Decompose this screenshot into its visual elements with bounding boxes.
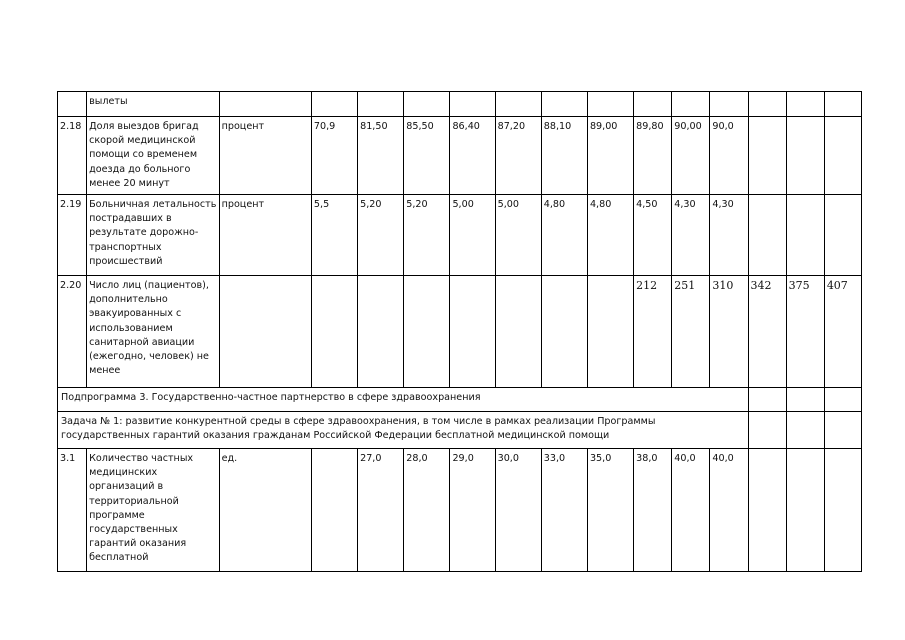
empty-cell [824,388,861,412]
value-cell [824,449,861,572]
empty-cell [786,412,824,449]
indicator-name-cell: Доля выездов бригад скорой медицинской помощи со временем доезда до больного менее 20 минут [87,117,219,195]
value-cell: 89,00 [587,117,633,195]
value-cell: 4,80 [541,195,587,276]
value-cell [748,449,786,572]
row-number-cell [58,92,87,117]
value-cell: 29,0 [450,449,495,572]
value-cell [541,276,587,388]
value-cell [495,92,541,117]
value-cell [450,92,495,117]
table-row-row-vylety [58,92,862,117]
unit-cell [219,92,311,117]
value-cell [786,117,824,195]
table-row-row-2-20 [58,276,862,388]
value-cell: 342 [748,276,786,388]
indicator-name-cell: Количество частных медицинских организаций в территориальной программе государственных гарантий оказания бесплатной [87,449,219,572]
value-cell: 40,0 [672,449,710,572]
value-cell: 88,10 [541,117,587,195]
value-cell: 310 [710,276,748,388]
value-cell: 85,50 [404,117,450,195]
value-cell: 407 [824,276,861,388]
value-cell: 86,40 [450,117,495,195]
value-cell [824,195,861,276]
value-cell [824,92,861,117]
table-row-3-1 [58,449,862,572]
value-cell [824,117,861,195]
value-cell [404,276,450,388]
value-cell: 70,9 [311,117,357,195]
value-cell: 4,80 [587,195,633,276]
value-cell: 89,80 [634,117,672,195]
row-number-cell: 2.20 [58,276,87,388]
value-cell [311,449,357,572]
value-cell: 4,50 [634,195,672,276]
value-cell [358,276,404,388]
indicator-name-cell: Число лиц (пациентов), дополнительно эвакуированных с использованием санитарной авиации (ежегодно, человек) не менее [87,276,219,388]
value-cell [748,117,786,195]
value-cell [587,276,633,388]
task-row [58,412,862,449]
value-cell [748,195,786,276]
row-number-cell: 2.18 [58,117,87,195]
value-cell [358,92,404,117]
table-body [58,92,862,572]
empty-cell [748,388,786,412]
value-cell: 5,20 [404,195,450,276]
unit-cell: процент [219,195,311,276]
value-cell: 5,00 [495,195,541,276]
table-row-row-2-19 [58,195,862,276]
indicators-table [57,91,862,572]
value-cell: 90,00 [672,117,710,195]
value-cell [710,92,748,117]
task-title-cell: Задача № 1: развитие конкурентной среды в сфере здравоохранения, в том числе в рамках реализации Программы государственных гарантий оказания гражданам Российской Федерации бесплатной медицинской помощи [58,412,749,449]
value-cell [495,276,541,388]
subprogram-title-cell: Подпрограмма 3. Государственно-частное партнерство в сфере здравоохранения [58,388,749,412]
value-cell: 212 [634,276,672,388]
value-cell: 5,5 [311,195,357,276]
value-cell: 4,30 [710,195,748,276]
value-cell: 5,00 [450,195,495,276]
empty-cell [748,412,786,449]
value-cell [748,92,786,117]
value-cell: 4,30 [672,195,710,276]
table-row-row-2-18 [58,117,862,195]
value-cell [541,92,587,117]
value-cell: 251 [672,276,710,388]
value-cell [587,92,633,117]
subprogram-row [58,388,862,412]
value-cell: 35,0 [587,449,633,572]
value-cell [450,276,495,388]
value-cell: 87,20 [495,117,541,195]
value-cell: 40,0 [710,449,748,572]
value-cell: 5,20 [358,195,404,276]
value-cell [786,195,824,276]
empty-cell [824,412,861,449]
value-cell: 81,50 [358,117,404,195]
value-cell [634,92,672,117]
value-cell: 375 [786,276,824,388]
value-cell: 38,0 [634,449,672,572]
row-number-cell: 3.1 [58,449,87,572]
unit-cell: процент [219,117,311,195]
value-cell: 90,0 [710,117,748,195]
value-cell [311,92,357,117]
unit-cell [219,276,311,388]
value-cell: 33,0 [541,449,587,572]
unit-cell: ед. [219,449,311,572]
value-cell [311,276,357,388]
indicator-name-cell: Больничная летальность пострадавших в результате дорожно-транспортных происшествий [87,195,219,276]
value-cell [786,92,824,117]
value-cell [672,92,710,117]
value-cell: 27,0 [358,449,404,572]
row-number-cell: 2.19 [58,195,87,276]
value-cell [404,92,450,117]
value-cell [786,449,824,572]
value-cell: 28,0 [404,449,450,572]
indicator-name-cell: вылеты [87,92,219,117]
empty-cell [786,388,824,412]
value-cell: 30,0 [495,449,541,572]
